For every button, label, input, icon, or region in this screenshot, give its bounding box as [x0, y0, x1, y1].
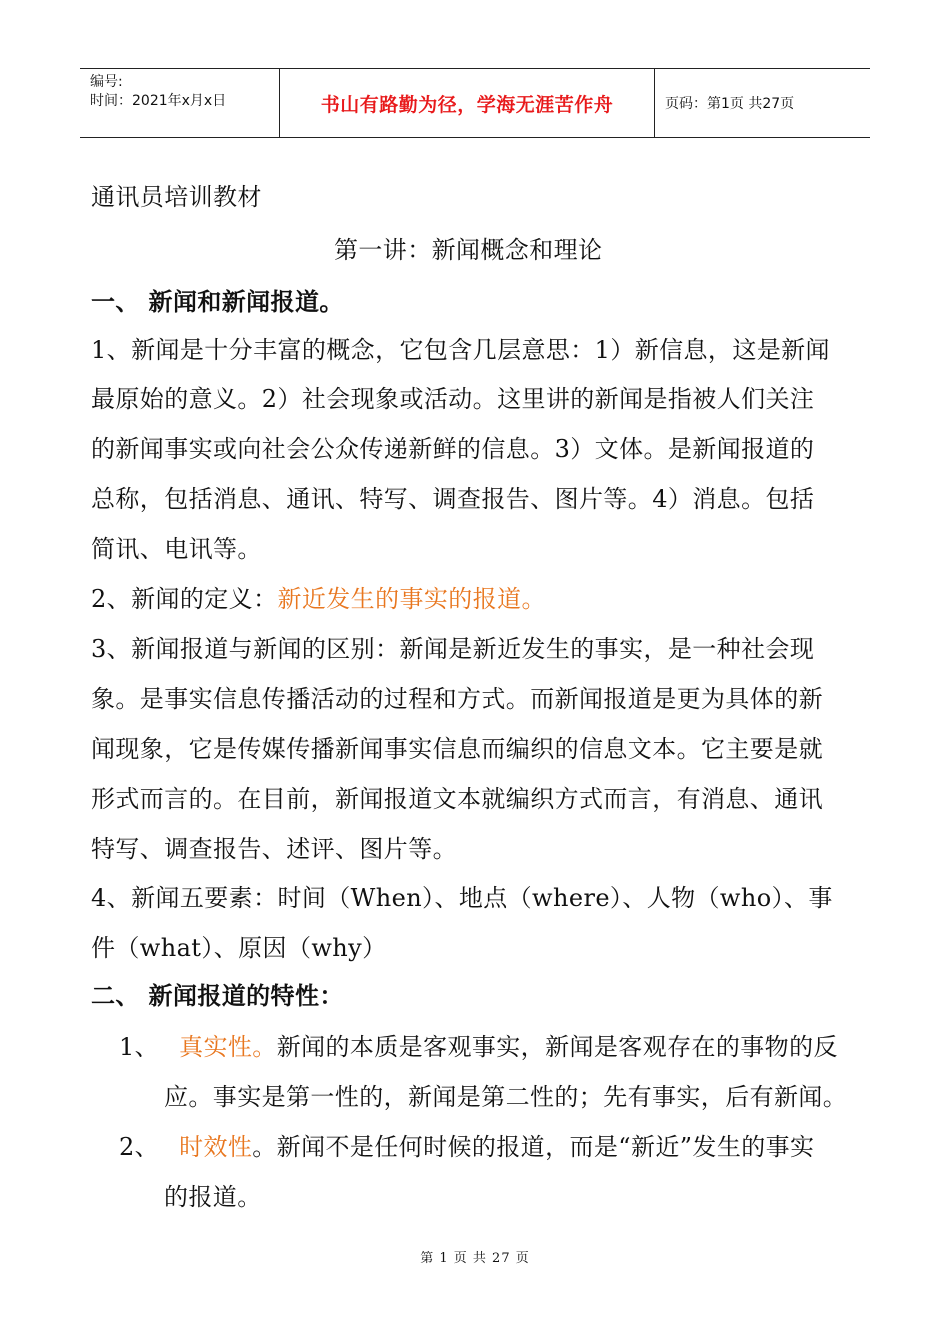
list-item-2-continuation: 的报道。 — [164, 1183, 262, 1211]
paragraph-1-line: 1、新闻是十分丰富的概念，它包含几层意思：1）新信息，这是新闻 — [91, 336, 830, 364]
list-item-number: 1、 — [119, 1033, 160, 1061]
paragraph-1-line: 总称，包括消息、通讯、特写、调查报告、图片等。4）消息。包括 — [91, 485, 815, 513]
doc-title: 通讯员培训教材 — [91, 183, 262, 211]
paragraph-4-line: 4、新闻五要素：时间（When）、地点（where）、人物（who）、事 — [91, 884, 833, 912]
list-item-1 — [119, 1027, 838, 1062]
list-item-1-continuation: 应。事实是第一性的，新闻是第二性的；先有事实，后有新闻。 — [164, 1083, 848, 1111]
header-number-label: 编号: — [90, 74, 123, 90]
paragraph-3-line: 3、新闻报道与新闻的区别：新闻是新近发生的事实，是一种社会现 — [91, 635, 815, 663]
paragraph-2 — [91, 579, 546, 614]
header-motto: 书山有路勤为径，学海无涯苦作舟 — [280, 69, 655, 137]
list-item-text: 。新闻不是任何时候的报道，而是“新近”发生的事实 — [252, 1133, 815, 1161]
list-item-highlight: 时效性 — [179, 1133, 253, 1161]
section-heading-1: 一、 新闻和新闻报道。 — [91, 288, 344, 316]
header-time-label: 时间：2021年x月x日 — [90, 93, 227, 109]
section-heading-2: 二、 新闻报道的特性： — [91, 982, 344, 1010]
paragraph-3-line: 闻现象，它是传媒传播新闻事实信息而编织的信息文本。它主要是就 — [91, 735, 823, 763]
paragraph-3-line: 形式而言的。在目前，新闻报道文本就编织方式而言，有消息、通讯 — [91, 785, 823, 813]
paragraph-1-line: 的新闻事实或向社会公众传递新鲜的信息。3）文体。是新闻报道的 — [91, 435, 815, 463]
header-page-label: 页码：第1页 共27页 — [665, 96, 795, 112]
list-item-number: 2、 — [119, 1133, 160, 1161]
list-item-2 — [119, 1127, 814, 1162]
paragraph-3-line: 特写、调查报告、述评、图片等。 — [91, 835, 457, 863]
paragraph-1-line: 最原始的意义。2）社会现象或活动。这里讲的新闻是指被人们关注 — [91, 385, 815, 413]
definition-label: 2、新闻的定义： — [91, 585, 278, 613]
header-meta — [80, 69, 280, 137]
list-item-highlight: 真实性。 — [179, 1033, 277, 1061]
list-item-text: 新闻的本质是客观事实，新闻是客观存在的事物的反 — [276, 1033, 838, 1061]
paragraph-1-line: 简讯、电讯等。 — [91, 535, 262, 563]
page-footer: 第 1 页 共 27 页 — [420, 1251, 530, 1266]
document-header — [80, 68, 870, 138]
paragraph-3-line: 象。是事实信息传播活动的过程和方式。而新闻报道是更为具体的新 — [91, 685, 823, 713]
paragraph-4-line: 件（what）、原因（why） — [91, 934, 387, 962]
definition-highlight: 新近发生的事实的报道。 — [277, 585, 546, 613]
lecture-title: 第一讲：新闻概念和理论 — [334, 236, 603, 264]
